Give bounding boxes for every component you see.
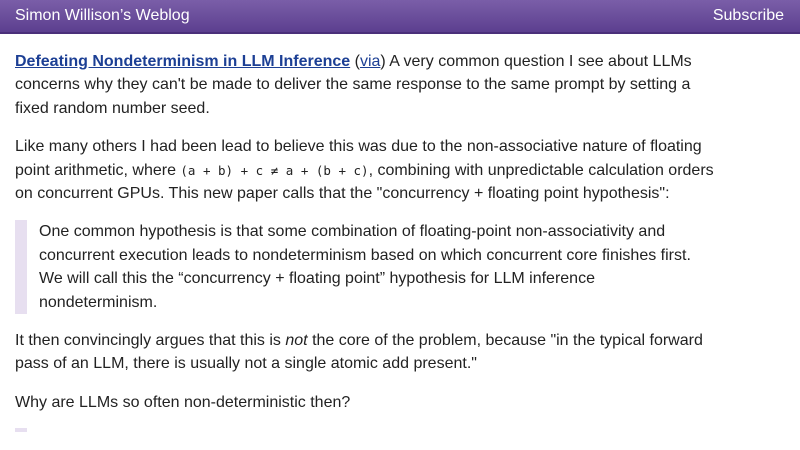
site-header bbox=[0, 0, 800, 34]
intro-text: ) A very common question I see about LLMs concerns why they can't be made to deliver the same response to the same prompt by setting a fixed random number seed. bbox=[15, 53, 692, 117]
p2-text-after: , combining with unpredictable calculation orders on concurrent GPUs. This new paper calls that the "concurrency + floating point hypothesis": bbox=[15, 161, 714, 203]
site-title-link[interactable]: Simon Willison’s Weblog bbox=[15, 7, 190, 24]
p3-text-before: It then convincingly argues that this is bbox=[15, 332, 286, 350]
next-blockquote-edge bbox=[15, 428, 27, 432]
paragraph-argument bbox=[15, 329, 715, 376]
blockquote-text: One common hypothesis is that some combination of floating-point non-associativity and concurrent execution leads to nondeterminism based on which concurrent core finishes first. We will call this the “concurrency + floating point” hypothesis for LLM inference nondeterminism. bbox=[39, 223, 691, 311]
post-title-link[interactable]: Defeating Nondeterminism in LLM Inference bbox=[15, 53, 351, 70]
via-link[interactable]: via bbox=[359, 53, 381, 70]
paren-open-text: ( bbox=[350, 53, 360, 70]
emphasis-not: not bbox=[285, 332, 308, 350]
paragraph-question: Why are LLMs so often non-deterministic then? bbox=[15, 393, 351, 411]
p2-text-before: Like many others I had been lead to believe this was due to the non-associative nature of floating point arithmetic, where bbox=[15, 138, 702, 179]
post-intro-paragraph bbox=[15, 50, 715, 120]
associativity-code: (a + b) + c ≠ a + (b + c) bbox=[180, 162, 369, 178]
p3-text-after: the core of the problem, because "in the typical forward pass of an LLM, there is usually not a single atomic add present." bbox=[15, 332, 703, 373]
paragraph-floating-point bbox=[15, 135, 715, 205]
hypothesis-blockquote bbox=[15, 220, 715, 314]
post-content bbox=[0, 50, 730, 432]
subscribe-link[interactable]: Subscribe bbox=[712, 7, 784, 24]
